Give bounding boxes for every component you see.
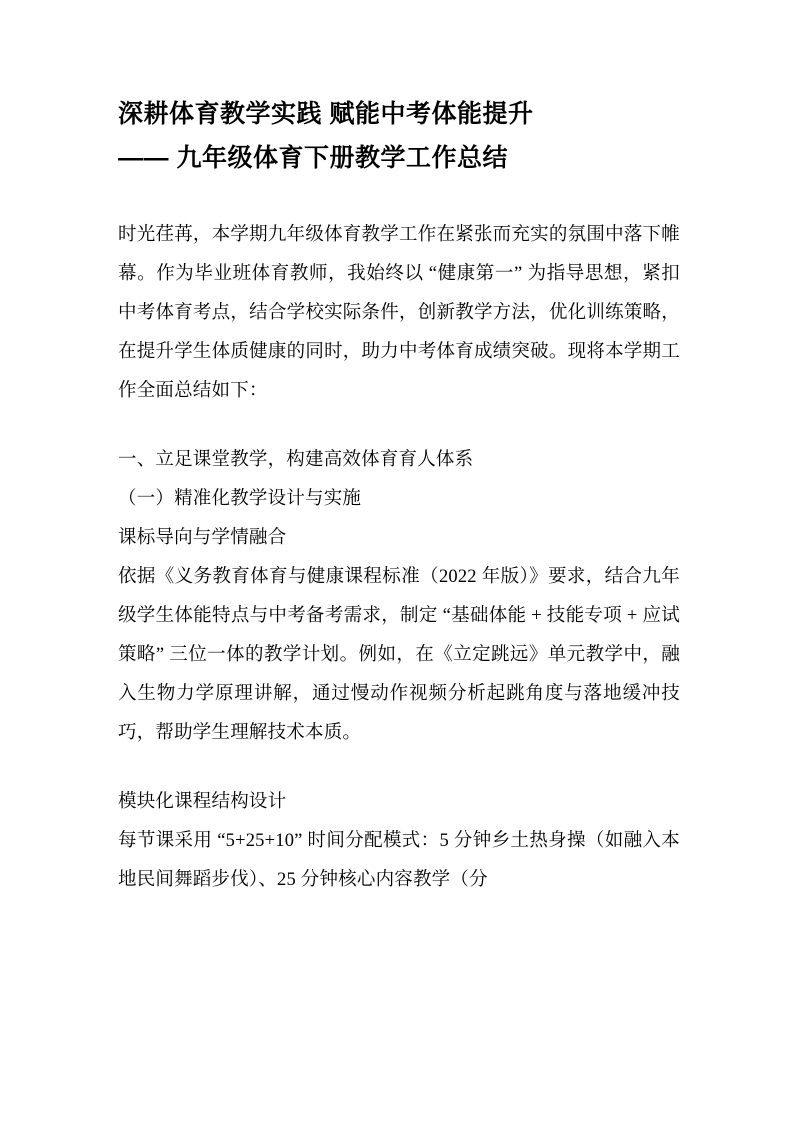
title-line-2: —— 九年级体育下册教学工作总结 <box>118 144 508 172</box>
subsection-heading-1: （一）精准化教学设计与实施 <box>118 489 362 509</box>
spacer <box>118 411 680 441</box>
page-title <box>118 92 680 180</box>
topic-heading-2: 模块化课程结构设计 <box>118 792 287 812</box>
topic-paragraph-1: 依据《义务教育体育与健康课程标准（2022 年版）》要求，结合九年级学生体能特点与中考备考需求，制定 “基础体能 + 技能专项 + 应试策略” 三位一体的教学计划。例如，在《立定跳远》单元教学中，融入生物力学原理讲解，通过慢动作视频分析起跳角度与落地缓冲技巧，帮助学生理解技术本质。 <box>118 567 680 743</box>
intro-paragraph: 时光荏苒，本学期九年级体育教学工作在紧张而充实的氛围中落下帷幕。作为毕业班体育教师，我始终以 “健康第一” 为指导思想，紧扣中考体育考点，结合学校实际条件，创新教学方法，优化训练策略，在提升学生体质健康的同时，助力中考体育成绩突破。现将本学期工作全面总结如下： <box>118 225 680 401</box>
title-line-1: 深耕体育教学实践 赋能中考体能提升 <box>118 100 534 128</box>
topic-paragraph-2: 每节课采用 “5+25+10” 时间分配模式：5 分钟乡土热身操（如融入本地民间舞蹈步伐）、25 分钟核心内容教学（分 <box>118 831 680 890</box>
topic-heading-1: 课标导向与学情融合 <box>118 528 287 548</box>
document-body <box>118 92 680 900</box>
spacer <box>118 753 680 783</box>
section-heading-1: 一、立足课堂教学，构建高效体育育人体系 <box>118 450 474 470</box>
spacer <box>118 180 680 216</box>
